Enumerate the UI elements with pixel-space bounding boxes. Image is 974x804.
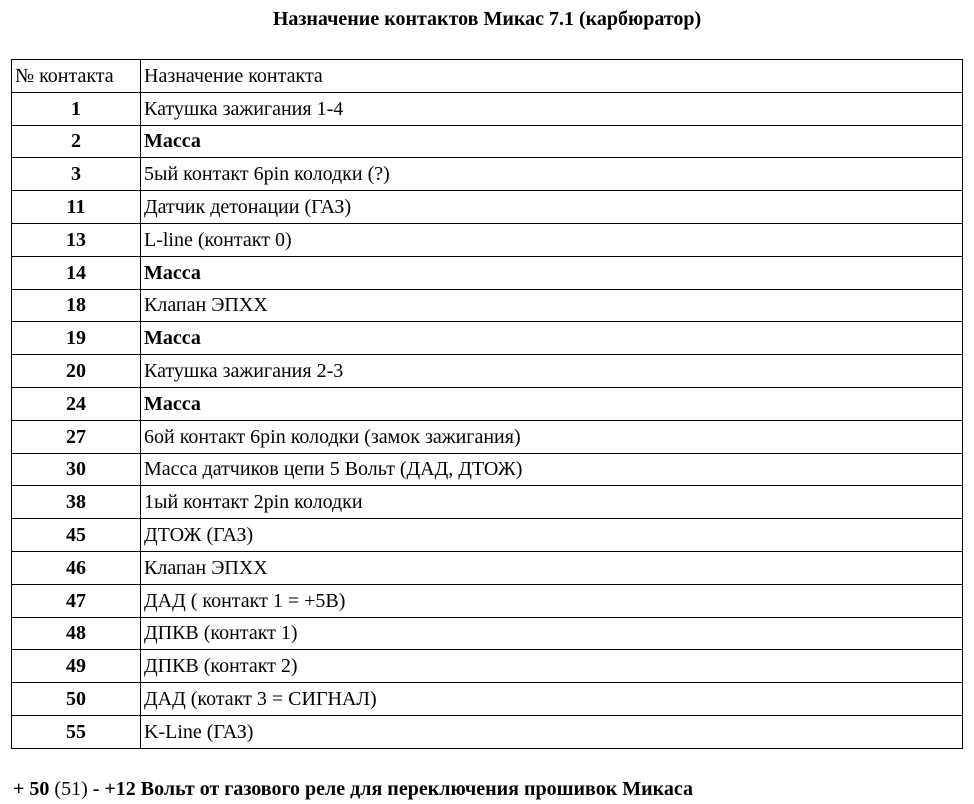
pin-description-cell: Клапан ЭПХХ (141, 289, 963, 322)
pin-description-cell: Датчик детонации (ГАЗ) (141, 191, 963, 224)
pin-description-cell: ДТОЖ (ГАЗ) (141, 519, 963, 552)
pin-description-cell: 5ый контакт 6pin колодки (?) (141, 158, 963, 191)
pin-description-cell: ДАД (котакт 3 = СИГНАЛ) (141, 683, 963, 716)
pin-description-cell: Масса (141, 322, 963, 355)
pin-number-cell: 30 (12, 453, 141, 486)
table-body (12, 92, 963, 748)
pin-description-cell: Катушка зажигания 1-4 (141, 92, 963, 125)
table-row (12, 289, 963, 322)
table-row (12, 92, 963, 125)
table-row (12, 617, 963, 650)
pin-number-cell: 3 (12, 158, 141, 191)
pin-number-cell: 14 (12, 256, 141, 289)
pin-description-cell: K-Line (ГАЗ) (141, 715, 963, 748)
pin-number-cell: 20 (12, 355, 141, 388)
pin-description-cell: 6ой контакт 6pin колодки (замок зажигания) (141, 420, 963, 453)
pin-number-cell: 38 (12, 486, 141, 519)
pin-number-cell: 49 (12, 650, 141, 683)
pin-description-cell: 1ый контакт 2pin колодки (141, 486, 963, 519)
pin-number-cell: 11 (12, 191, 141, 224)
pin-number-cell: 48 (12, 617, 141, 650)
table-row (12, 584, 963, 617)
pin-number-cell: 24 (12, 387, 141, 420)
table-row (12, 420, 963, 453)
pin-description-cell: ДПКВ (контакт 1) (141, 617, 963, 650)
pin-number-cell: 27 (12, 420, 141, 453)
column-header-description: Назначение контакта (141, 60, 963, 93)
footnote-pin-alternate: (51) (49, 778, 93, 800)
table-row (12, 650, 963, 683)
pin-description-cell: Масса датчиков цепи 5 Вольт (ДАД, ДТОЖ) (141, 453, 963, 486)
pin-description-cell: Клапан ЭПХХ (141, 551, 963, 584)
table-row (12, 683, 963, 716)
table-row (12, 158, 963, 191)
document-title: Назначение контактов Микас 7.1 (карбюратор) (272, 8, 702, 30)
table-row (12, 223, 963, 256)
pin-description-cell: L-line (контакт 0) (141, 223, 963, 256)
table-row (12, 519, 963, 552)
pin-description-cell: ДПКВ (контакт 2) (141, 650, 963, 683)
pin-number-cell: 55 (12, 715, 141, 748)
pin-description-cell: Масса (141, 125, 963, 158)
pin-number-cell: 46 (12, 551, 141, 584)
table-row (12, 355, 963, 388)
table-row (12, 551, 963, 584)
footnote-pin-primary: + 50 (13, 778, 50, 800)
footnote-description: - +12 Вольт от газового реле для переключения прошивок Микаса (92, 778, 693, 800)
table-row (12, 387, 963, 420)
pin-number-cell: 45 (12, 519, 141, 552)
pin-number-cell: 47 (12, 584, 141, 617)
pin-description-cell: Катушка зажигания 2-3 (141, 355, 963, 388)
pin-number-cell: 19 (12, 322, 141, 355)
pin-number-cell: 18 (12, 289, 141, 322)
pin-assignment-table (11, 59, 963, 749)
table-row (12, 715, 963, 748)
pin-description-cell: Масса (141, 256, 963, 289)
pin-description-cell: Масса (141, 387, 963, 420)
table-row (12, 486, 963, 519)
table-header-row (12, 60, 963, 93)
table-row (12, 191, 963, 224)
pin-number-cell: 2 (12, 125, 141, 158)
table-row (12, 322, 963, 355)
pin-number-cell: 13 (12, 223, 141, 256)
pin-number-cell: 1 (12, 92, 141, 125)
footnote (13, 776, 693, 802)
table-row (12, 256, 963, 289)
pin-number-cell: 50 (12, 683, 141, 716)
table-row (12, 453, 963, 486)
table-row (12, 125, 963, 158)
pin-description-cell: ДАД ( контакт 1 = +5В) (141, 584, 963, 617)
column-header-pin-number: № контакта (12, 60, 141, 93)
